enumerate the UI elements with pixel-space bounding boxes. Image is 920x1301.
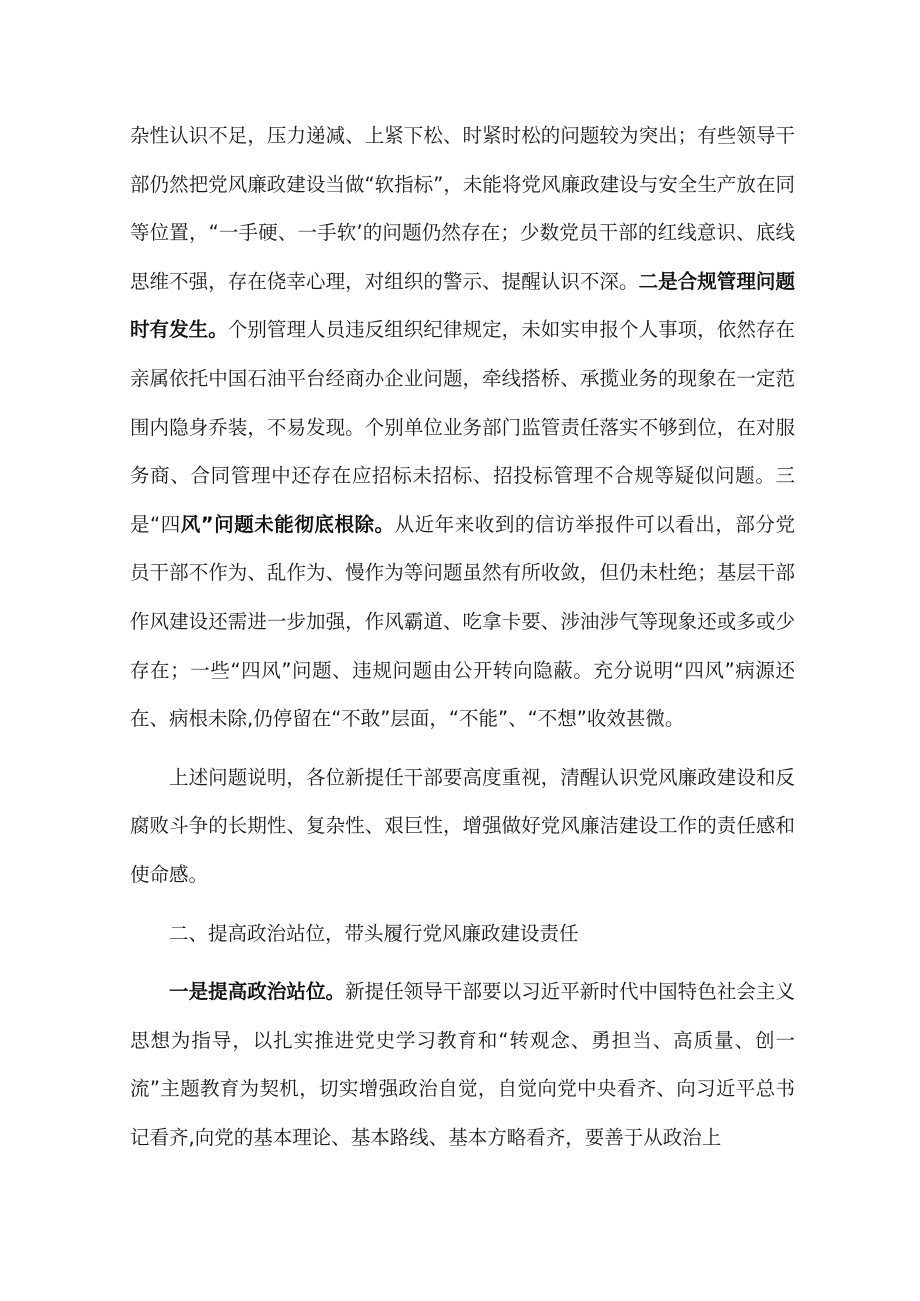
section-heading: 二、提高政治站位，带头履行党风廉政建设责任 [169,921,579,945]
bold-point-three: 风”问题未能彻底根除。 [180,512,395,536]
text-run: 个别管理人员违反组织纪律规定，未如实申报个人事项，依然存在亲属依托中国石油平台经商办企业问题，牵线搭桥、承揽业务的现象在一定范围内隐身乔装，不易发现。个别单位业务部门监管责任落实不够到位，在对服务商、合同管理中还存在应招标未招标、招投标管理不合规等疑似问题。三是“四 [130,318,795,536]
document-body [130,112,795,1172]
paragraph-problems-continued [130,112,795,744]
text-run: 从近年来收到的信访举报件可以看出，部分党员干部不作为、乱作为、慢作为等问题虽然有所收敛，但仍未杜绝；基层干部作风建设还需进一步加强，作风霸道、吃拿卡要、涉油涉气等现象还或多或少存在；一些“四风”问题、违规问题由公开转向隐蔽。充分说明“四风”病源还在、病根未除,仍停留在“不敢”层面，“不能”、“不想”收效甚微。 [130,512,795,731]
text-run: 新提任领导干部要以习近平新时代中国特色社会主义思想为指导，以扎实推进党史学习教育和“转观念、勇担当、高质量、创一流”主题教育为契机，切实增强政治自觉，自觉向党中央看齐、向习近平总书记看齐,向党的基本理论、基本路线、基本方略看齐，要善于从政治上 [130,980,795,1149]
text-run: 杂性认识不足，压力递减、上紧下松、时紧时松的问题较为突出；有些领导干部仍然把党风廉政建设当做“软指标”，未能将党风廉政建设与安全生产放在同等位置，“一手硬、一手软’的问题仍然存在；少数党员干部的红线意识、底线思维不强，存在侥幸心理，对组织的警示、提醒认识不深。 [130,124,795,293]
paragraph-summary: 上述问题说明，各位新提任干部要高度重视，清醒认识党风廉政建设和反腐败斗争的长期性、复杂性、艰巨性，增强做好党风廉洁建设工作的责任感和使命感。 [130,765,795,886]
paragraph-political-stance [130,968,795,1162]
bold-point-one: 一是提高政治站位。 [169,980,346,1004]
bold-point-two: 二是合规管理问题时有发生。 [130,269,795,342]
